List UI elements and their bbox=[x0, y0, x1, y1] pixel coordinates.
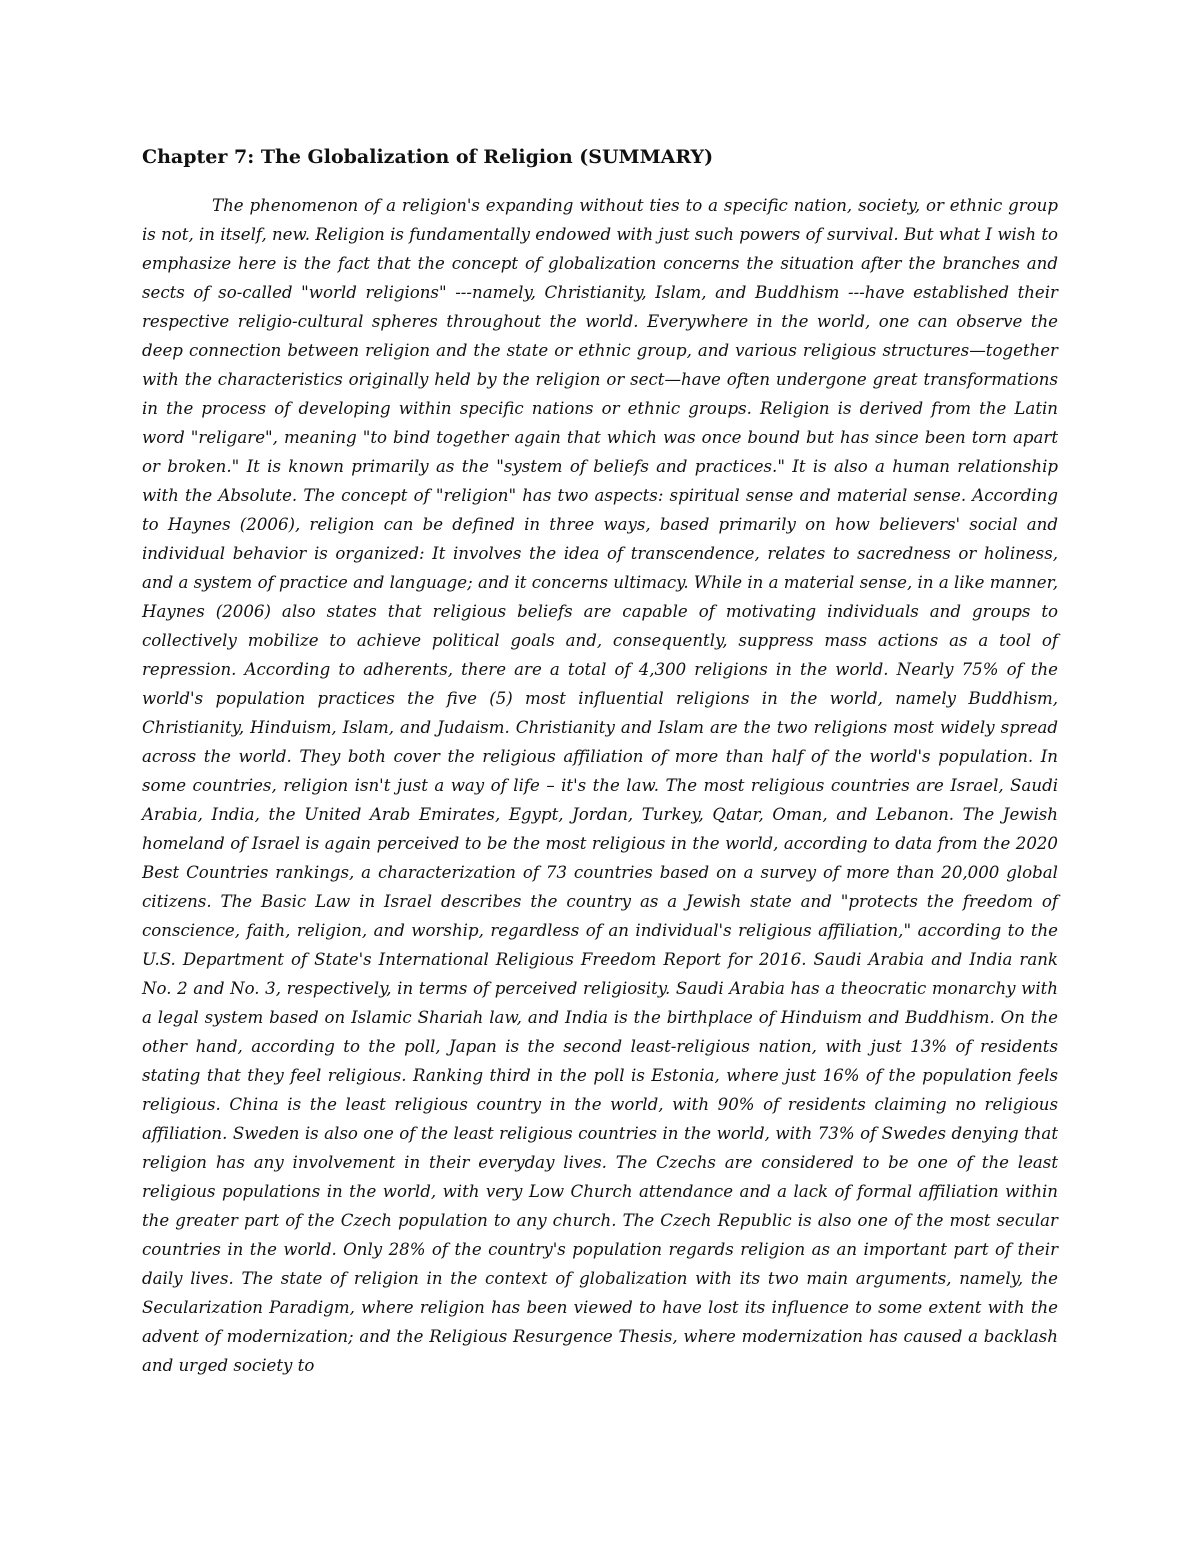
summary-paragraph: The phenomenon of a religion's expanding without ties to a specific nation, society, or ethnic group is not, in itself, new. Religion is fundamentally endowed with just such powers of survival. But what I wish to emphasize here is the fact that the concept of globalization concerns the situation after the branches and sects of so-called "world religions" ---namely, Christianity, Islam, and Buddhism ---have established their respective religio-cultural spheres throughout the world. Everywhere in the world, one can observe the deep connection between religion and the state or ethnic group, and various religious structures—together with the characteristics originally held by the religion or sect—have often undergone great transformations in the process of developing within specific nations or ethnic groups. Religion is derived from the Latin word "religare", meaning "to bind together again that which was once bound but has since been torn apart or broken." It is known primarily as the "system of beliefs and practices." It is also a human relationship with the Absolute. The concept of "religion" has two aspects: spiritual sense and material sense. According to Haynes (2006), religion can be defined in three ways, based primarily on how believers' social and individual behavior is organized: It involves the idea of transcendence, relates to sacredness or holiness, and a system of practice and language; and it concerns ultimacy. While in a material sense, in a like manner, Haynes (2006) also states that religious beliefs are capable of motivating individuals and groups to collectively mobilize to achieve political goals and, consequently, suppress mass actions as a tool of repression. According to adherents, there are a total of 4,300 religions in the world. Nearly 75% of the world's population practices the five (5) most influential religions in the world, namely Buddhism, Christianity, Hinduism, Islam, and Judaism. Christianity and Islam are the two religions most widely spread across the world. They both cover the religious affiliation of more than half of the world's population. In some countries, religion isn't just a way of life – it's the law. The most religious countries are Israel, Saudi Arabia, India, the United Arab Emirates, Egypt, Jordan, Turkey, Qatar, Oman, and Lebanon. The Jewish homeland of Israel is again perceived to be the most religious in the world, according to data from the 2020 Best Countries rankings, a characterization of 73 countries based on a survey of more than 20,000 global citizens. The Basic Law in Israel describes the country as a Jewish state and "protects the freedom of conscience, faith, religion, and worship, regardless of an individual's religious affiliation," according to the U.S. Department of State's International Religious Freedom Report for 2016. Saudi Arabia and India rank No. 2 and No. 3, respectively, in terms of perceived religiosity. Saudi Arabia has a theocratic monarchy with a legal system based on Islamic Shariah law, and India is the birthplace of Hinduism and Buddhism. On the other hand, according to the poll, Japan is the second least-religious nation, with just 13% of residents stating that they feel religious. Ranking third in the poll is Estonia, where just 16% of the population feels religious. China is the least religious country in the world, with 90% of residents claiming no religious affiliation. Sweden is also one of the least religious countries in the world, with 73% of Swedes denying that religion has any involvement in their everyday lives. The Czechs are considered to be one of the least religious populations in the world, with very Low Church attendance and a lack of formal affiliation within the greater part of the Czech population to any church. The Czech Republic is also one of the most secular countries in the world. Only 28% of the country's population regards religion as an important part of their daily lives. The state of religion in the context of globalization with its two main arguments, namely, the Secularization Paradigm, where religion has been viewed to have lost its influence to some extent with the advent of modernization; and the Religious Resurgence Thesis, where modernization has caused a backlash and urged society to bbox=[142, 196, 1058, 1375]
chapter-title: Chapter 7: The Globalization of Religion (SUMMARY) bbox=[142, 146, 714, 168]
